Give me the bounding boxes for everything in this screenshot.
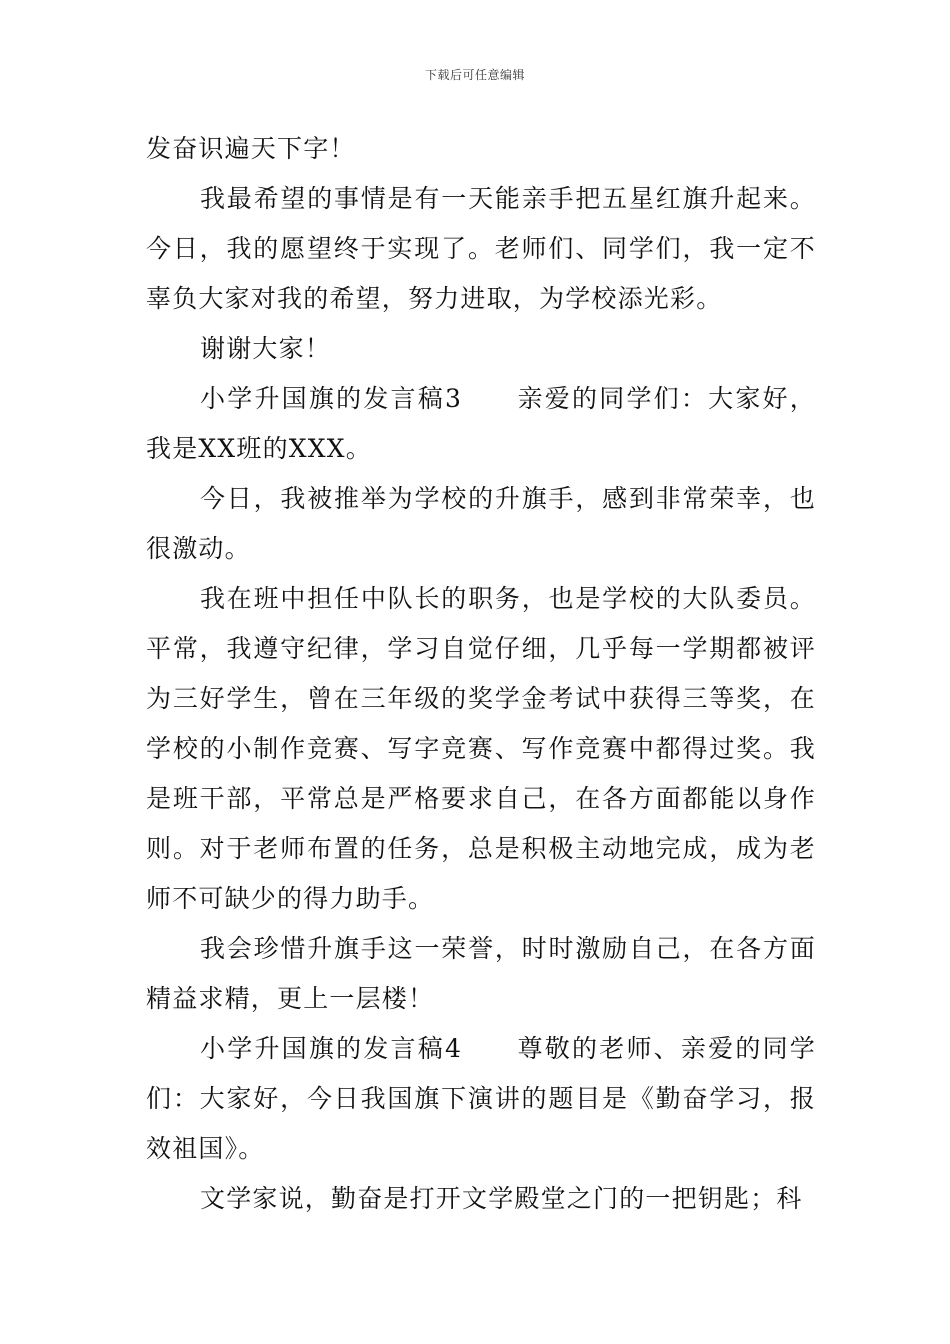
section-heading-paragraph: 小学升国旗的发言稿4 尊敬的老师、亲爱的同学们：大家好，今日我国旗下演讲的题目是《勤奋学习，报效祖国》。 — [146, 1034, 816, 1163]
paragraph: 谢谢大家！ — [200, 334, 332, 363]
section-heading-paragraph: 小学升国旗的发言稿3 亲爱的同学们：大家好，我是XX班的XXX。 — [146, 384, 816, 463]
paragraph: 文学家说，勤奋是打开文学殿堂之门的一把钥匙；科 — [200, 1184, 803, 1213]
document-body — [146, 124, 816, 1224]
page-header-note: 下载后可任意编辑 — [424, 68, 525, 82]
paragraph: 我在班中担任中队长的职务，也是学校的大队委员。平常，我遵守纪律，学习自觉仔细，几乎每一学期都被评为三好学生，曾在三年级的奖学金考试中获得三等奖，在学校的小制作竞赛、写字竞赛、写作竞赛中都得过奖。我是班干部，平常总是严格要求自己，在各方面都能以身作则。对于老师布置的任务，总是积极主动地完成，成为老师不可缺少的得力助手。 — [146, 584, 816, 913]
paragraph: 发奋识遍天下字！ — [146, 134, 356, 163]
paragraph: 我最希望的事情是有一天能亲手把五星红旗升起来。今日，我的愿望终于实现了。老师们、同学们，我一定不辜负大家对我的希望，努力进取，为学校添光彩。 — [146, 184, 816, 313]
paragraph: 今日，我被推举为学校的升旗手，感到非常荣幸，也很激动。 — [146, 484, 816, 563]
paragraph: 我会珍惜升旗手这一荣誉，时时激励自己，在各方面精益求精，更上一层楼！ — [146, 934, 816, 1013]
